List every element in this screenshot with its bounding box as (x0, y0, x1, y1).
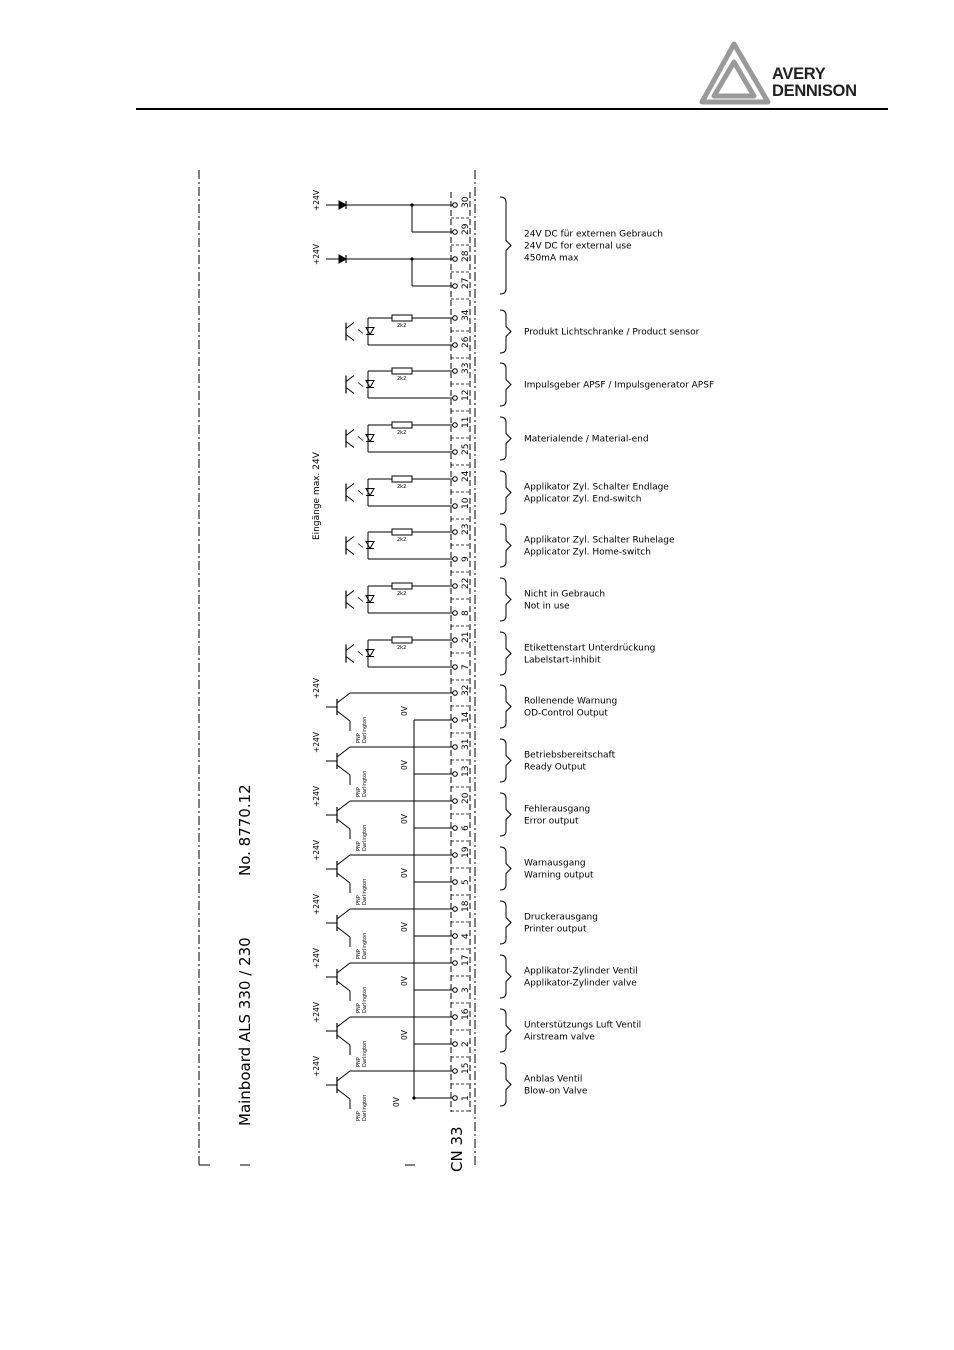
pin-terminal (453, 343, 458, 348)
description-text: Produkt Lichtschranke / Product sensor (524, 327, 700, 338)
phototransistor-collector (346, 591, 354, 597)
pin-terminal (453, 203, 458, 208)
description-text: Applikator Zyl. Schalter Endlage (524, 482, 669, 493)
pin-number: 6 (461, 825, 471, 831)
description-text: OD-Control Output (524, 708, 608, 719)
phototransistor-emitter (346, 549, 354, 555)
brace (500, 471, 511, 514)
pin-terminal (453, 961, 458, 966)
description-text: 24V DC for external use (524, 241, 632, 252)
pin-terminal (453, 1096, 458, 1101)
connector-name: CN 33 (448, 1126, 466, 1172)
phototransistor-emitter (346, 442, 354, 448)
pin-number: 1 (461, 1095, 471, 1101)
darlington-label: Darlington (362, 1094, 368, 1121)
output-circuit (312, 1001, 453, 1067)
description-text: Ready Output (524, 762, 587, 773)
pnp-label: PNP (356, 841, 362, 851)
output-circuit (312, 677, 453, 743)
transistor-collector (337, 855, 350, 865)
phototransistor-collector (346, 645, 354, 651)
pin-terminal (453, 257, 458, 262)
pin-terminal (453, 665, 458, 670)
supply-label: +24V (312, 244, 321, 265)
phototransistor-collector (346, 537, 354, 543)
pin-terminal (453, 557, 458, 562)
ground-label: 0V (400, 1030, 409, 1040)
input-circuit (346, 476, 453, 506)
phototransistor-collector (346, 430, 354, 436)
pin-number: 32 (461, 684, 471, 696)
transistor-emitter (337, 819, 350, 829)
pin-number: 2 (461, 1041, 471, 1047)
pin-number: 27 (461, 277, 471, 289)
transistor-collector (337, 693, 350, 703)
brace (500, 901, 511, 944)
supply-label: +24V (312, 678, 321, 699)
output-circuit (312, 947, 453, 1013)
brace (500, 578, 511, 621)
description-text: Applikator-Zylinder Ventil (524, 966, 638, 977)
description-text: Applicator Zyl. Home-switch (524, 547, 651, 558)
output-circuit (312, 839, 453, 905)
light-arrow (358, 491, 363, 495)
pin-terminal (453, 826, 458, 831)
phototransistor-emitter (346, 335, 354, 341)
diode-icon (339, 201, 346, 209)
pin-terminal (453, 450, 458, 455)
description-text: Applicator Zyl. End-switch (524, 494, 642, 505)
supply-label: +24V (312, 1056, 321, 1077)
pin-terminal (453, 799, 458, 804)
pin-number: 18 (461, 900, 471, 912)
pnp-label: PNP (356, 733, 362, 743)
pnp-label: PNP (356, 1111, 362, 1121)
pin-terminal (453, 477, 458, 482)
ground-label: 0V (400, 814, 409, 824)
ground-label: 0V (392, 1097, 401, 1107)
darlington-label: Darlington (362, 824, 368, 851)
ground-label: 0V (400, 868, 409, 878)
darlington-label: Darlington (362, 716, 368, 743)
pin-number: 24 (461, 470, 471, 482)
resistor-label: 2k2 (397, 591, 407, 597)
pin-number: 30 (461, 196, 471, 208)
brace (500, 363, 511, 406)
pin-terminal (453, 369, 458, 374)
description-text: Nicht in Gebrauch (524, 589, 606, 600)
pin-terminal (453, 718, 458, 723)
supply-label: +24V (312, 732, 321, 753)
light-arrow (358, 437, 363, 441)
led-icon (366, 596, 374, 603)
input-circuit (346, 315, 453, 345)
transistor-collector (337, 1017, 350, 1027)
brace (500, 793, 511, 836)
pnp-label: PNP (356, 949, 362, 959)
darlington-label: Darlington (362, 932, 368, 959)
led-icon (366, 381, 374, 388)
resistor-2k2 (392, 476, 412, 482)
phototransistor-emitter (346, 388, 354, 394)
phototransistor-emitter (346, 603, 354, 609)
light-arrow (358, 330, 363, 334)
description-text: Unterstützungs Luft Ventil (524, 1020, 642, 1031)
description-text: Impulsgeber APSF / Impulsgenerator APSF (524, 380, 715, 391)
supply-circuit (312, 243, 453, 286)
light-arrow (358, 652, 363, 656)
brace (500, 197, 511, 294)
brand-line-1: AVERY (772, 65, 826, 83)
pin-terminal (453, 396, 458, 401)
pin-terminal (453, 1069, 458, 1074)
pin-terminal (453, 1015, 458, 1020)
input-circuit (346, 637, 453, 667)
description-text: Labelstart-inhibit (524, 655, 601, 666)
phototransistor-emitter (346, 657, 354, 663)
transistor-collector (337, 909, 350, 919)
pin-number: 14 (461, 711, 471, 723)
supply-label: +24V (312, 948, 321, 969)
pin-number: 29 (461, 223, 471, 235)
transistor-collector (337, 747, 350, 757)
pnp-label: PNP (356, 1057, 362, 1067)
inputs-note: Eingänge max. 24V (312, 452, 322, 540)
pin-number: 17 (461, 954, 471, 966)
transistor-collector (337, 1071, 350, 1081)
resistor-label: 2k2 (397, 323, 407, 329)
ground-label: 0V (400, 976, 409, 986)
light-arrow (358, 383, 363, 387)
input-circuit (346, 583, 453, 613)
brace (500, 632, 511, 675)
pin-terminal (453, 284, 458, 289)
brace (500, 417, 511, 460)
pin-number: 33 (461, 362, 471, 374)
brace (500, 847, 511, 890)
pin-terminal (453, 988, 458, 993)
pin-terminal (453, 745, 458, 750)
junction-dot (412, 1096, 415, 1099)
pin-number: 22 (461, 577, 471, 589)
led-icon (366, 328, 374, 335)
pin-terminal (453, 638, 458, 643)
pin-number: 25 (461, 443, 471, 455)
pin-number: 5 (461, 879, 471, 885)
description-text: Materialende / Material-end (524, 434, 649, 445)
pin-number: 11 (461, 416, 471, 428)
transistor-emitter (337, 873, 350, 883)
ground-label: 0V (400, 706, 409, 716)
pin-number: 7 (461, 664, 471, 670)
supply-label: +24V (312, 894, 321, 915)
pin-terminal (453, 853, 458, 858)
pin-terminal (453, 584, 458, 589)
resistor-2k2 (392, 368, 412, 374)
output-circuit (312, 893, 453, 959)
led-icon (366, 650, 374, 657)
board-title: Mainboard ALS 330 / 230 (236, 937, 254, 1126)
ground-label: 0V (400, 760, 409, 770)
transistor-emitter (337, 1089, 350, 1099)
pin-number: 19 (461, 846, 471, 858)
input-circuit (346, 422, 453, 452)
transistor-emitter (337, 927, 350, 937)
description-text: Warning output (524, 870, 594, 881)
input-circuit (346, 529, 453, 559)
brace (500, 310, 511, 353)
pin-number: 16 (461, 1008, 471, 1020)
resistor-2k2 (392, 422, 412, 428)
phototransistor-collector (346, 376, 354, 382)
description-text: Warnausgang (524, 858, 586, 869)
darlington-label: Darlington (362, 1040, 368, 1067)
description-text: 24V DC für externen Gebrauch (524, 229, 663, 240)
pin-number: 28 (461, 250, 471, 262)
light-arrow (358, 544, 363, 548)
pin-terminal (453, 504, 458, 509)
resistor-label: 2k2 (397, 645, 407, 651)
pin-number: 12 (461, 389, 471, 401)
pin-number: 8 (461, 610, 471, 616)
board-number: No. 8770.12 (236, 784, 254, 876)
phototransistor-collector (346, 484, 354, 490)
supply-label: +24V (312, 786, 321, 807)
led-icon (366, 435, 374, 442)
pin-number: 21 (461, 631, 471, 643)
output-circuit (312, 731, 453, 797)
supply-label: +24V (312, 190, 321, 211)
light-arrow (358, 598, 363, 602)
phototransistor-emitter (346, 496, 354, 502)
supply-label: +24V (312, 1002, 321, 1023)
resistor-2k2 (392, 583, 412, 589)
brand-line-2: DENNISON (772, 82, 857, 100)
circuits (312, 189, 471, 1121)
pin-terminal (453, 1042, 458, 1047)
resistor-label: 2k2 (397, 484, 407, 490)
pin-number: 10 (461, 497, 471, 509)
pin-terminal (453, 691, 458, 696)
transistor-collector (337, 963, 350, 973)
input-circuit (346, 368, 453, 398)
resistor-2k2 (392, 529, 412, 535)
darlington-label: Darlington (362, 878, 368, 905)
description-text: Anblas Ventil (524, 1074, 583, 1085)
description-text: Etikettenstart Unterdrückung (524, 643, 656, 654)
description-text: Not in use (524, 601, 570, 612)
description-text: Druckerausgang (524, 912, 598, 923)
pin-terminal (453, 530, 458, 535)
description-text: 450mA max (524, 253, 579, 264)
pin-terminal (453, 611, 458, 616)
brace (500, 1063, 511, 1106)
description-text: Betriebsbereitschaft (524, 750, 616, 761)
phototransistor-collector (346, 323, 354, 329)
pin-number: 4 (461, 933, 471, 939)
description-text: Rollenende Warnung (524, 696, 618, 707)
pin-terminal (453, 880, 458, 885)
pnp-label: PNP (356, 1003, 362, 1013)
resistor-label: 2k2 (397, 376, 407, 382)
transistor-emitter (337, 765, 350, 775)
transistor-emitter (337, 1035, 350, 1045)
diode-icon (339, 255, 346, 263)
pin-terminal (453, 934, 458, 939)
descriptions (500, 197, 714, 1106)
connector-housing (451, 192, 470, 1112)
led-icon (366, 489, 374, 496)
resistor-2k2 (392, 637, 412, 643)
brace (500, 739, 511, 782)
description-text: Printer output (524, 924, 587, 935)
output-circuit (312, 785, 453, 851)
pin-number: 23 (461, 523, 471, 535)
supply-label: +24V (312, 840, 321, 861)
brace (500, 685, 511, 728)
resistor-label: 2k2 (397, 430, 407, 436)
description-text: Airstream valve (524, 1032, 595, 1043)
led-icon (366, 542, 374, 549)
pin-number: 9 (461, 556, 471, 562)
pin-terminal (453, 230, 458, 235)
resistor-2k2 (392, 315, 412, 321)
transistor-emitter (337, 711, 350, 721)
description-text: Applikator Zyl. Schalter Ruhelage (524, 535, 675, 546)
description-text: Fehlerausgang (524, 804, 591, 815)
transistor-collector (337, 801, 350, 811)
pin-terminal (453, 423, 458, 428)
pin-terminal (453, 316, 458, 321)
resistor-label: 2k2 (397, 537, 407, 543)
brace (500, 524, 511, 567)
brace (500, 1009, 511, 1052)
supply-circuit (312, 189, 453, 232)
pin-number: 15 (461, 1062, 471, 1074)
pin-number: 34 (461, 309, 471, 321)
pin-number: 3 (461, 987, 471, 993)
pin-terminal (453, 772, 458, 777)
description-text: Blow-on Valve (524, 1086, 588, 1097)
pin-number: 13 (461, 765, 471, 777)
pin-number: 20 (461, 792, 471, 804)
pnp-label: PNP (356, 787, 362, 797)
transistor-emitter (337, 981, 350, 991)
darlington-label: Darlington (362, 770, 368, 797)
pin-terminal (453, 907, 458, 912)
darlington-label: Darlington (362, 986, 368, 1013)
brace (500, 955, 511, 998)
ground-label: 0V (400, 922, 409, 932)
pin-number: 31 (461, 738, 471, 750)
description-text: Error output (524, 816, 579, 827)
pin-number: 26 (461, 336, 471, 348)
output-circuit (312, 1055, 453, 1121)
pnp-label: PNP (356, 895, 362, 905)
description-text: Applikator-Zylinder valve (524, 978, 637, 989)
